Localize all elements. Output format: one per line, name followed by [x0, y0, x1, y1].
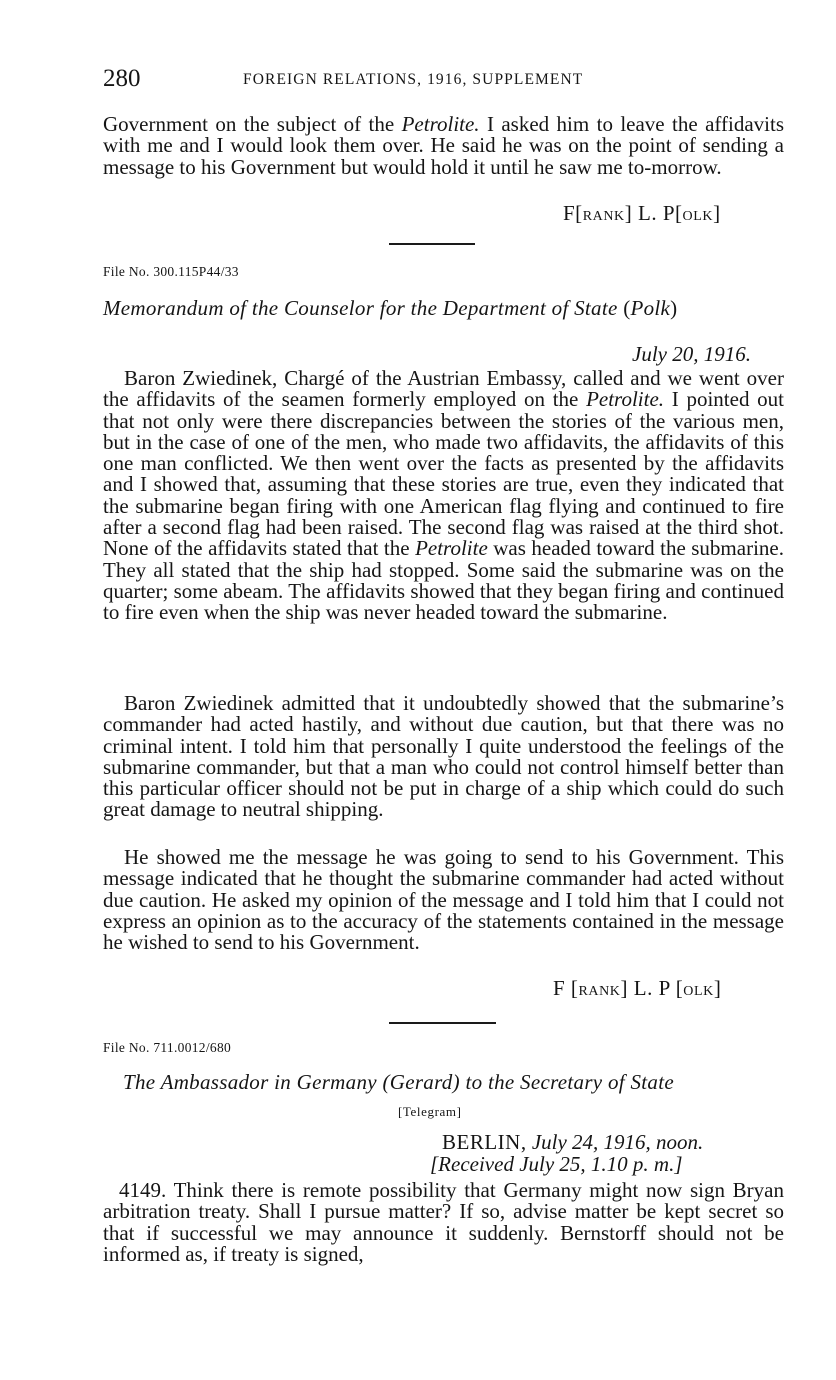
section-divider	[389, 243, 475, 245]
ship-name: Petrolite.	[586, 387, 665, 412]
telegram-title: The Ambassador in Germany (Gerard) to the Secretary of State	[123, 1070, 674, 1094]
continuation-paragraph: Government on the subject of the Petrolite. I asked him to leave the affidavits with me and I would look them over. He said he was on the point of sending a message to his Government but would hold it until he saw me to-morrow.	[103, 112, 784, 179]
memo-paragraph-3: He showed me the message he was going to send to his Government. This message indicated that he thought the submarine commander had acted without due caution. He asked my opinion of the message and I told him that I could not express an opinion as to the accuracy of the statements contained in the message he wished to send to his Government.	[103, 845, 784, 955]
memo-paragraph-2: Baron Zwiedinek admitted that it undoubtedly showed that the submarine’s commander had acted hastily, and without due caution, but that there was no criminal intent. I told him that personally I quite understood the feelings of the submarine commander, but that a man who could not control himself better than this particular officer should not be put in charge of a ship which could do such great damage to neutral shipping.	[103, 691, 784, 822]
page-number: 280	[103, 65, 141, 92]
telegram-body: 4149. Think there is remote possibility that Germany might now sign Bryan arbitration treaty. Shall I pursue matter? If so, advise matter be kept secret so that if successful we may announce it suddenly. Bernstorff should not be informed as, if treaty is signed,	[103, 1178, 784, 1266]
memo-title: Memorandum of the Counselor for the Department of State (Polk)	[103, 296, 678, 320]
telegram-label: [Telegram]	[398, 1104, 462, 1119]
running-title: FOREIGN RELATIONS, 1916, SUPPLEMENT	[243, 71, 584, 88]
telegram-received: [Received July 25, 1.10 p. m.]	[430, 1152, 683, 1176]
telegram-dateline: BERLIN, July 24, 1916, noon.	[442, 1130, 704, 1154]
signature-polk-2: F [RANK] L. P [OLK]	[553, 976, 722, 1000]
memo-paragraph-1: Baron Zwiedinek, Chargé of the Austrian Embassy, called and we went over the affidavits of the seamen formerly employed on the Petrolite. I pointed out that not only were there discrepancies between the stories of the various men, but in the case of one of the men, who made two affidavits, the affidavits of this one man conflicted. We then went over the facts as presented by the affidavits and I showed that, assuming that these stories are true, even they indicated that the submarine began firing with one American flag flying and continued to fire after a second flag had been raised. The second flag was raised at the third shot. None of the affidavits stated that the Petrolite was headed toward the submarine. They all stated that the ship had stopped. Some said the submarine was on the quarter; some abeam. The affidavits showed that they began firing and continued to fire even when the ship was never headed toward the submarine.	[103, 366, 784, 625]
page-header	[103, 64, 786, 94]
ship-name: Petrolite	[415, 536, 488, 561]
file-number: File No. 711.0012/680	[103, 1040, 232, 1055]
file-number: File No. 300.115P44/33	[103, 264, 239, 279]
section-divider	[389, 1022, 496, 1024]
ship-name: Petrolite.	[401, 112, 480, 136]
memo-date: July 20, 1916.	[632, 342, 751, 366]
signature-polk-1: F[RANK] L. P[OLK]	[563, 201, 721, 225]
